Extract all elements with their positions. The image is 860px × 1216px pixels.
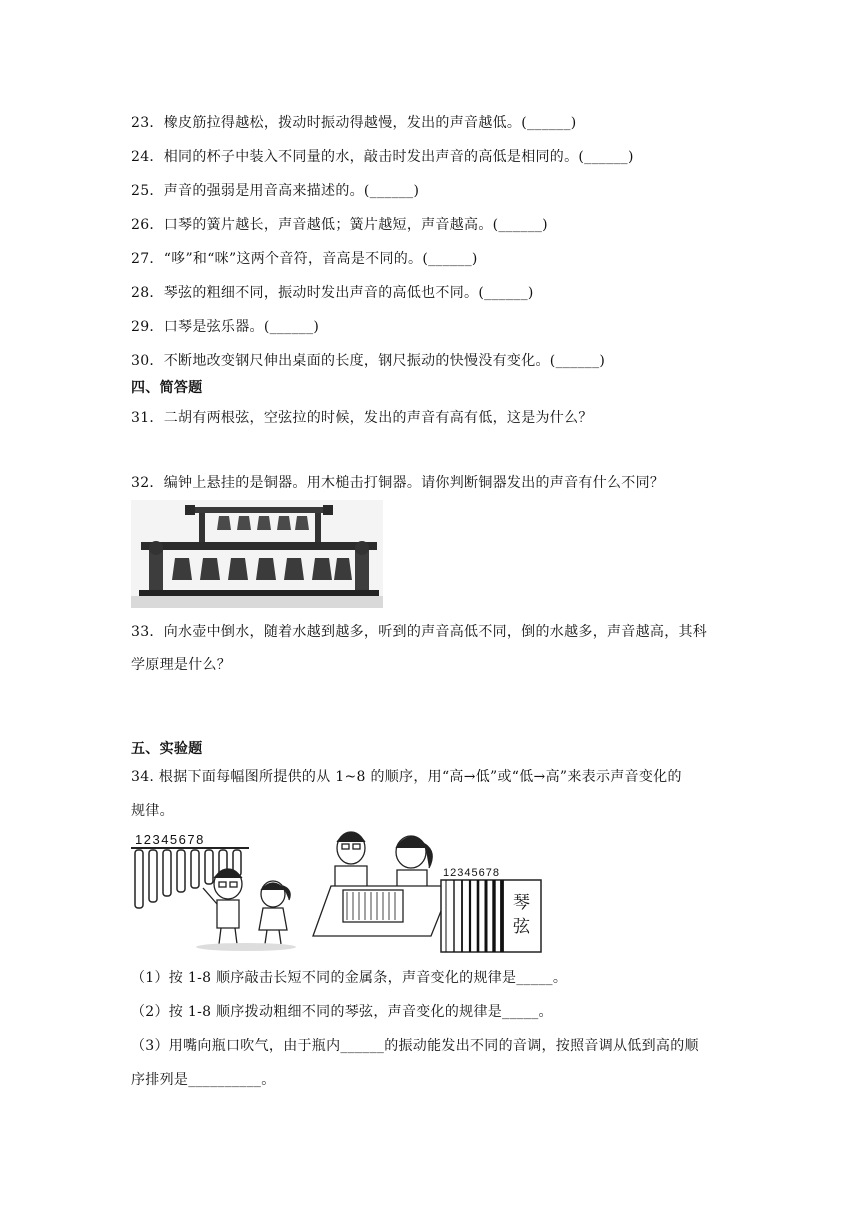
question-30: 30．不断地改变钢尺伸出桌面的长度，钢尺振动的快慢没有变化。(______): [131, 353, 606, 369]
question-24: 24．相同的杯子中装入不同量的水，敲击时发出声音的高低是相同的。(______): [131, 149, 634, 165]
question-23: 23．橡皮筋拉得越松，拨动时振动得越慢，发出的声音越低。(______): [131, 115, 577, 131]
question-27: 27．“哆”和“咪”这两个音符，音高是不同的。(______): [131, 251, 478, 267]
section-heading-short-answer: 四、简答题: [131, 380, 203, 396]
question-34-sub3-line2: 序排列是__________。: [131, 1072, 276, 1088]
experiment-illustration: [131, 826, 543, 958]
question-29: 29．口琴是弦乐器。(______): [131, 319, 320, 335]
question-28: 28．琴弦的粗细不同，振动时发出声音的高低也不同。(______): [131, 285, 534, 301]
question-34-line2: 规律。: [131, 803, 174, 819]
label-xian: 弦: [513, 917, 530, 936]
question-31: 31．二胡有两根弦，空弦拉的时候，发出的声音有高有低，这是为什么？: [131, 410, 593, 426]
experiment-svg: [131, 826, 543, 954]
question-34-sub3-line1: （3）用嘴向瓶口吹气，由于瓶内______的振动能发出不同的音调，按照音调从低到高的顺: [131, 1038, 699, 1054]
question-34-line1: 34. 根据下面每幅图所提供的从 1~8 的顺序，用“高→低”或“低→高”来表示声音变化的: [131, 769, 682, 785]
question-33-line1: 33．向水壶中倒水，随着水越到越多，听到的声音高低不同，倒的水越多，声音越高，其科: [131, 624, 708, 640]
question-26: 26．口琴的簧片越长，声音越低；簧片越短，声音越高。(______): [131, 217, 548, 233]
question-34-sub2: （2）按 1-8 顺序拨动粗细不同的琴弦，声音变化的规律是_____。: [131, 1004, 553, 1020]
question-25: 25．声音的强弱是用音高来描述的。(______): [131, 183, 420, 199]
label-qin: 琴: [513, 893, 530, 912]
bianzhong-image: [131, 500, 383, 612]
string-numbers: 12345678: [443, 867, 500, 879]
question-32: 32．编钟上悬挂的是铜器。用木槌击打铜器。请你判断铜器发出的声音有什么不同？: [131, 475, 665, 491]
question-34-sub1: （1）按 1-8 顺序敲击长短不同的金属条，声音变化的规律是_____。: [131, 970, 568, 986]
section-heading-experiment: 五、实验题: [131, 741, 203, 757]
bar-numbers: 12345678: [135, 832, 205, 847]
question-33-line2: 学原理是什么？: [131, 657, 232, 673]
